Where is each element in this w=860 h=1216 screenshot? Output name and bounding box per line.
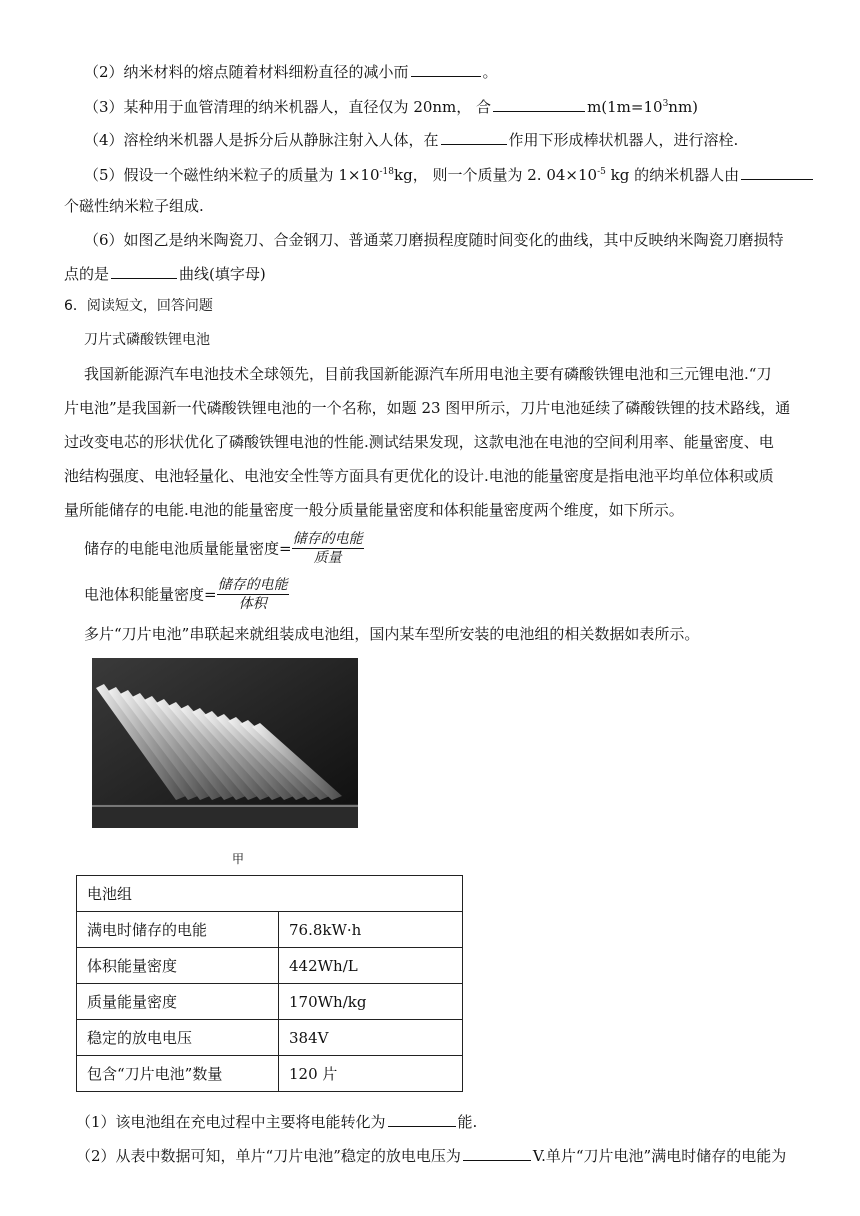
question-6-line2 bbox=[64, 262, 266, 284]
row-value: 120 片 bbox=[279, 1056, 463, 1092]
numerator: 储存的电能 bbox=[217, 577, 288, 593]
question-4-end: 作用下形成棒状机器人，进行溶栓. bbox=[508, 131, 739, 149]
sub-question-2-end: V.单片“刀片电池”满电时储存的电能为 bbox=[532, 1147, 787, 1165]
row-value: 384V bbox=[279, 1020, 463, 1056]
answer-blank[interactable] bbox=[741, 163, 813, 180]
article-title: 刀片式磷酸铁锂电池 bbox=[84, 332, 210, 348]
fraction bbox=[292, 530, 364, 567]
row-label: 满电时储存的电能 bbox=[77, 912, 279, 948]
formula-label: 储存的电能电池质量能量密度= bbox=[84, 539, 292, 558]
formula-volume-density bbox=[84, 576, 289, 613]
question-6-line1: （6）如图乙是纳米陶瓷刀、合金钢刀、普通菜刀磨损程度随时间变化的曲线，其中反映纳米陶瓷刀磨损特 bbox=[84, 231, 784, 249]
question-2-end: 。 bbox=[482, 63, 498, 81]
table-header: 电池组 bbox=[77, 876, 463, 912]
answer-blank[interactable] bbox=[493, 95, 585, 112]
denominator: 体积 bbox=[238, 596, 267, 612]
exponent: -18 bbox=[379, 167, 395, 177]
formula-label: 电池体积能量密度= bbox=[84, 585, 217, 604]
question-3-unit: m(1m=10 bbox=[587, 98, 663, 116]
question-3-text: （3）某种用于血管清理的纳米机器人，直径仅为 20nm， 合 bbox=[84, 98, 492, 116]
sub-question-2 bbox=[76, 1144, 786, 1166]
question-6-end: 曲线(填字母) bbox=[179, 265, 266, 283]
question-3-unit-end: nm) bbox=[668, 98, 699, 116]
question-4 bbox=[84, 128, 738, 150]
question-6-text: 点的是 bbox=[64, 265, 110, 283]
question-5-mid: kg， 则一个质量为 2. 04×10 bbox=[394, 166, 598, 184]
paragraph-line: 量所能储存的电能.电池的能量密度一般分质量能量密度和体积能量密度两个维度，如下所示。 bbox=[64, 501, 684, 519]
fraction bbox=[217, 576, 289, 613]
numerator: 储存的电能 bbox=[292, 531, 363, 547]
row-value: 442Wh/L bbox=[279, 948, 463, 984]
answer-blank[interactable] bbox=[441, 128, 507, 145]
section-heading: 6．阅读短文，回答问题 bbox=[64, 298, 213, 314]
table-row bbox=[77, 1020, 463, 1056]
question-5-line2: 个磁性纳米粒子组成. bbox=[64, 197, 204, 215]
paragraph-line: 多片“刀片电池”串联起来就组装成电池组，国内某车型所安装的电池组的相关数据如表所示。 bbox=[84, 625, 700, 643]
figure-caption: 甲 bbox=[232, 852, 245, 866]
sub-question-2-text: （2）从表中数据可知，单片“刀片电池”稳定的放电电压为 bbox=[76, 1147, 461, 1165]
paragraph-line: 池结构强度、电池轻量化、电池安全性等方面具有更优化的设计.电池的能量密度是指电池平均单位体积或质 bbox=[64, 467, 774, 485]
table-row bbox=[77, 984, 463, 1020]
answer-blank[interactable] bbox=[388, 1110, 456, 1127]
question-5 bbox=[84, 162, 815, 185]
row-value: 76.8kW·h bbox=[279, 912, 463, 948]
table-row bbox=[77, 912, 463, 948]
formula-mass-density bbox=[84, 530, 364, 567]
row-label: 质量能量密度 bbox=[77, 984, 279, 1020]
table-row bbox=[77, 1056, 463, 1092]
question-2 bbox=[84, 60, 498, 82]
sub-question-1 bbox=[76, 1110, 477, 1132]
row-label: 包含“刀片电池”数量 bbox=[77, 1056, 279, 1092]
paragraph-line: 过改变电芯的形状优化了磷酸铁锂电池的性能.测试结果发现，这款电池在电池的空间利用率、能量密度、电 bbox=[64, 433, 774, 451]
paragraph-line: 片电池”是我国新一代磷酸铁锂电池的一个名称，如题 23 图甲所示，刀片电池延续了磷酸铁锂的技术路线，通 bbox=[64, 399, 791, 417]
table-row bbox=[77, 948, 463, 984]
denominator: 质量 bbox=[313, 550, 342, 566]
table-header-row bbox=[77, 876, 463, 912]
question-4-text: （4）溶栓纳米机器人是拆分后从静脉注射入人体，在 bbox=[84, 131, 439, 149]
row-value: 170Wh/kg bbox=[279, 984, 463, 1020]
battery-pack-table bbox=[76, 875, 463, 1092]
exponent: -5 bbox=[597, 167, 606, 177]
sub-question-1-text: （1）该电池组在充电过程中主要将电能转化为 bbox=[76, 1113, 386, 1131]
question-5-text: （5）假设一个磁性纳米粒子的质量为 1×10 bbox=[84, 166, 380, 184]
row-label: 稳定的放电电压 bbox=[77, 1020, 279, 1056]
question-2-text: （2）纳米材料的熔点随着材料细粉直径的减小而 bbox=[84, 63, 409, 81]
sub-question-1-end: 能. bbox=[457, 1113, 478, 1131]
blade-battery-photo bbox=[92, 658, 358, 828]
answer-blank[interactable] bbox=[111, 262, 177, 279]
row-label: 体积能量密度 bbox=[77, 948, 279, 984]
exponent: 3 bbox=[662, 99, 669, 109]
question-3 bbox=[84, 94, 698, 117]
question-5-post: kg 的纳米机器人由 bbox=[605, 166, 740, 184]
answer-blank[interactable] bbox=[411, 60, 481, 77]
answer-blank[interactable] bbox=[463, 1144, 531, 1161]
paragraph-line: 我国新能源汽车电池技术全球领先，目前我国新能源汽车所用电池主要有磷酸铁锂电池和三元锂电池.“刀 bbox=[84, 365, 772, 383]
